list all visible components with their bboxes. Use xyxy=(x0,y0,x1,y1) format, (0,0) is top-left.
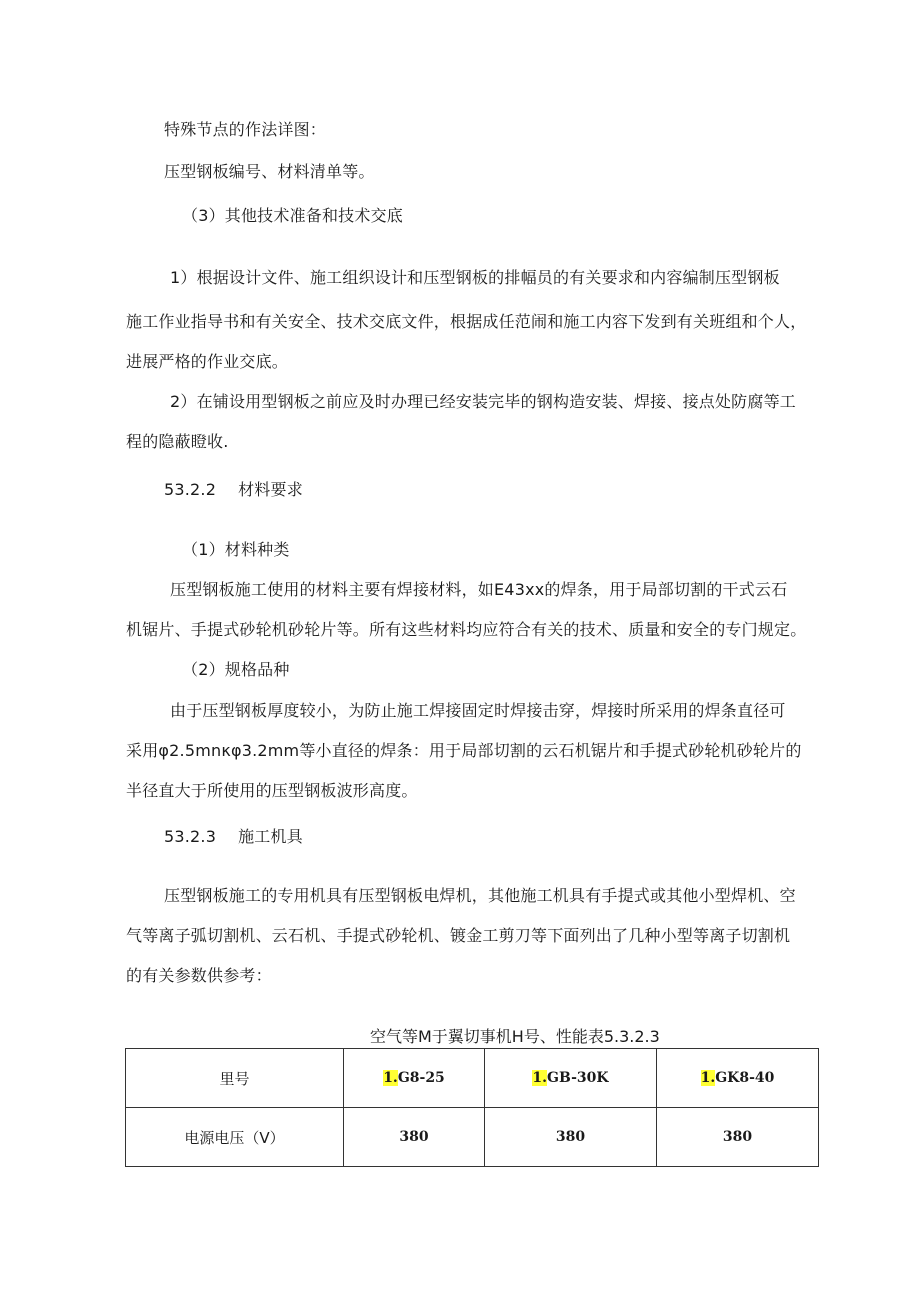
para-item-2-line2: 程的隐蔽瞪收. xyxy=(126,432,229,451)
voltage-cell: 380 xyxy=(485,1108,657,1167)
para-materials-line1: 压型钢板施工使用的材料主要有焊接材料，如E43xx的焊条，用于局部切割的干式云石 xyxy=(170,580,788,599)
section-title: 材料要求 xyxy=(238,480,303,499)
model-prefix-highlight: 1. xyxy=(700,1070,716,1086)
subheading-tech-prep: （3）其他技术准备和技术交底 xyxy=(182,206,403,225)
voltage-cell: 380 xyxy=(344,1108,485,1167)
model-prefix-highlight: 1. xyxy=(532,1070,548,1086)
table-row xyxy=(126,1049,819,1108)
section-title: 施工机具 xyxy=(238,827,303,846)
section-heading-tools xyxy=(164,827,303,847)
model-cell xyxy=(485,1049,657,1108)
para-panel-numbering: 压型钢板编号、材料清单等。 xyxy=(164,162,375,181)
row-label-model: 里号 xyxy=(126,1049,344,1108)
subheading-specifications: （2）规格品种 xyxy=(182,660,290,679)
plasma-cutter-spec-table xyxy=(125,1048,819,1167)
para-item-2-line1: 2）在铺设用型钢板之前应及时办理已经安装完毕的钢构造安装、焊接、接点处防腐等工 xyxy=(170,392,796,411)
table-caption: 空气等M于翼切事机H号、性能表5.3.2.3 xyxy=(370,1027,660,1046)
para-tools-line1: 压型钢板施工的专用机具有压型钢板电焊机，其他施工机具有手提式或其他小型焊机、空 xyxy=(164,886,796,905)
para-tools-line2: 气等离子弧切割机、云石机、手提式砂轮机、镀金工剪刀等下面列出了几种小型等离子切割机 xyxy=(126,926,791,945)
model-name: G8-25 xyxy=(397,1070,445,1086)
model-cell xyxy=(657,1049,819,1108)
model-name: GK8-40 xyxy=(715,1070,775,1086)
section-number: 53.2.2 xyxy=(164,480,217,499)
model-name: GB-30K xyxy=(547,1070,609,1086)
para-tools-line3: 的有关参数供参考： xyxy=(126,966,272,985)
subheading-material-types: （1）材料种类 xyxy=(182,540,290,559)
voltage-cell: 380 xyxy=(657,1108,819,1167)
section-heading-materials xyxy=(164,480,303,500)
para-specs-line2: 采用φ2.5mnκφ3.2mm等小直径的焊条：用于局部切割的云石机锯片和手提式砂轮机砂轮片的 xyxy=(126,741,802,760)
para-materials-line2: 机锯片、手提式砂轮机砂轮片等。所有这些材料均应符合有关的技术、质量和安全的专门规定。 xyxy=(126,620,807,639)
para-specs-line3: 半径直大于所使用的压型钢板波形高度。 xyxy=(126,781,418,800)
para-item-1-line2: 施工作业指导书和有关安全、技术交底文件，根据成任范闹和施工内容下发到有关班组和个人， xyxy=(126,312,807,331)
section-number: 53.2.3 xyxy=(164,827,217,846)
para-detail-drawings: 特殊节点的作法详图： xyxy=(164,120,327,139)
row-label-voltage: 电源电压（V） xyxy=(126,1108,344,1167)
table-row xyxy=(126,1108,819,1167)
para-item-1-line1: 1）根据设计文件、施工组织设计和压型钢板的排幅员的有关要求和内容编制压型钢板 xyxy=(170,268,780,287)
model-cell xyxy=(344,1049,485,1108)
model-prefix-highlight: 1. xyxy=(383,1070,398,1086)
para-specs-line1: 由于压型钢板厚度较小，为防止施工焊接固定时焊接击穿，焊接时所采用的焊条直径可 xyxy=(170,701,786,720)
para-item-1-line3: 进展严格的作业交底。 xyxy=(126,352,289,371)
